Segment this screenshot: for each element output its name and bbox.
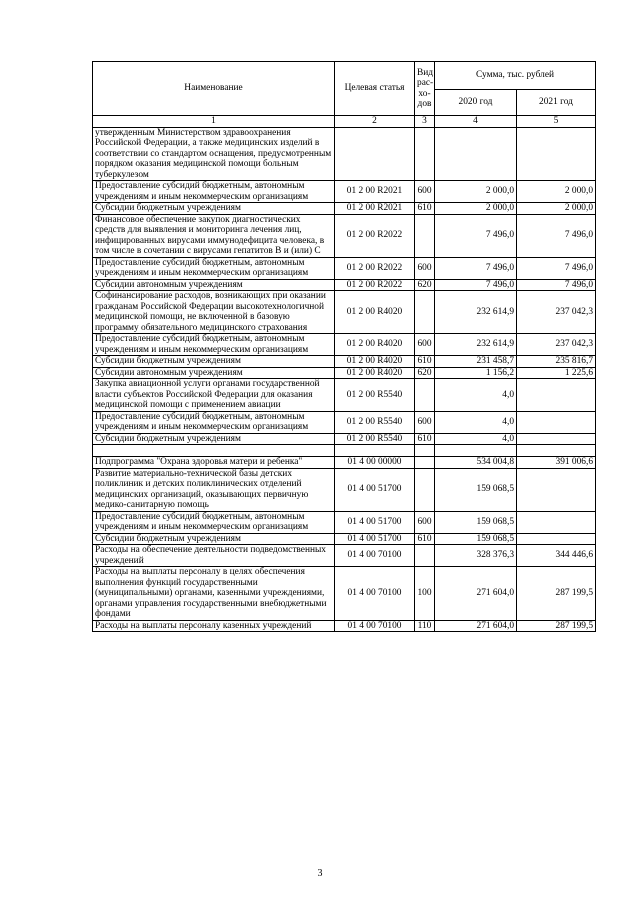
cell-2021 [517,533,596,545]
table-row [93,545,596,567]
cell-name: Предоставление субсидий бюджетным, автономным учреждениям и иным некоммерческим организациям [93,411,335,433]
page-number: 3 [317,868,323,879]
cell-2020: 4,0 [435,411,517,433]
table-row [93,257,596,279]
cell-2021: 7 496,0 [517,279,596,291]
cell-2021 [517,468,596,511]
cell-2020: 7 496,0 [435,257,517,279]
cell-kind [415,545,435,567]
cell-kind: 100 [415,567,435,621]
cell-target: 01 4 00 51700 [335,468,415,511]
cell-2020: 271 604,0 [435,620,517,632]
cell-target: 01 2 00 R5540 [335,411,415,433]
header-year-2020: 2020 год [435,90,517,116]
table-row [93,457,596,469]
cell-2021: 344 446,6 [517,545,596,567]
cell-2021: 237 042,3 [517,334,596,356]
cell-2021 [517,411,596,433]
cell-name: Расходы на обеспечение деятельности подведомственных учреждений [93,545,335,567]
cell-2020: 232 614,9 [435,291,517,334]
cell-target: 01 4 00 70100 [335,620,415,632]
cell-2020: 328 376,3 [435,545,517,567]
cell-name: Закупка авиационной услуги органами государственной власти субъектов Российской Федерации для оказания медицинской помощи с применением авиации [93,379,335,412]
cell-target: 01 4 00 70100 [335,545,415,567]
cell-kind: 620 [415,279,435,291]
cell-2020: 4,0 [435,433,517,445]
cell-target: 01 2 00 R2022 [335,279,415,291]
cell-kind: 600 [415,511,435,533]
column-index: 2 [335,116,415,128]
cell-2020: 534 004,8 [435,457,517,469]
cell-target: 01 2 00 R5540 [335,433,415,445]
cell-2021: 391 006,6 [517,457,596,469]
budget-table [92,61,596,632]
cell-2020: 159 068,5 [435,468,517,511]
cell-2021 [517,445,596,457]
cell-target [335,445,415,457]
cell-2021: 237 042,3 [517,291,596,334]
cell-name: Подпрограмма "Охрана здоровья матери и ребенка" [93,457,335,469]
cell-2021: 2 000,0 [517,181,596,203]
cell-kind [415,379,435,412]
table-row [93,533,596,545]
header-sum: Сумма, тыс. рублей [435,62,596,90]
header-name: Наименование [93,62,335,116]
cell-target: 01 2 00 R2022 [335,257,415,279]
cell-name: Субсидии бюджетным учреждениям [93,203,335,215]
cell-target: 01 4 00 00000 [335,457,415,469]
cell-2020: 231 458,7 [435,356,517,368]
table-row [93,433,596,445]
table-row [93,279,596,291]
cell-name: Предоставление субсидий бюджетным, автономным учреждениям и иным некоммерческим организациям [93,257,335,279]
cell-2020: 159 068,5 [435,533,517,545]
cell-name: Предоставление субсидий бюджетным, автономным учреждениям и иным некоммерческим организациям [93,334,335,356]
cell-kind: 600 [415,181,435,203]
cell-2020: 2 000,0 [435,203,517,215]
cell-name: Расходы на выплаты персоналу в целях обеспечения выполнения функций государственными (муниципальными) органами, казенными учреждениями, органами управления государственными внебюджетными фондами [93,567,335,621]
cell-name: Субсидии бюджетным учреждениям [93,433,335,445]
cell-kind [415,291,435,334]
table-row [93,567,596,621]
cell-2021: 7 496,0 [517,214,596,257]
column-index: 5 [517,116,596,128]
cell-kind: 610 [415,203,435,215]
cell-2021: 2 000,0 [517,203,596,215]
table-row [93,468,596,511]
cell-target: 01 4 00 51700 [335,511,415,533]
cell-name: Субсидии автономным учреждениям [93,367,335,379]
cell-target: 01 4 00 51700 [335,533,415,545]
table-row [93,334,596,356]
column-index: 1 [93,116,335,128]
cell-name: Предоставление субсидий бюджетным, автономным учреждениям и иным некоммерческим организациям [93,511,335,533]
cell-kind [415,214,435,257]
cell-name: Развитие материально-технической базы детских поликлиник и детских поликлинических отделений медицинских организаций, оказывающих первичную медико-санитарную помощь [93,468,335,511]
cell-name: Субсидии бюджетным учреждениям [93,356,335,368]
table-row [93,291,596,334]
cell-target: 01 2 00 R4020 [335,291,415,334]
table-row [93,214,596,257]
column-index: 3 [415,116,435,128]
cell-2021 [517,511,596,533]
cell-name: Предоставление субсидий бюджетным, автономным учреждениям и иным некоммерческим организациям [93,181,335,203]
header-year-2021: 2021 год [517,90,596,116]
cell-target: 01 2 00 R4020 [335,367,415,379]
cell-name: Софинансирование расходов, возникающих при оказании гражданам Российской Федерации высокотехнологичной медицинской помощи, не включенной в базовую программу обязательного медицинского страхования [93,291,335,334]
cell-kind: 600 [415,411,435,433]
cell-2020 [435,445,517,457]
cell-2020: 1 156,2 [435,367,517,379]
cell-name: Субсидии автономным учреждениям [93,279,335,291]
cell-target: 01 2 00 R4020 [335,334,415,356]
cell-target: 01 4 00 70100 [335,567,415,621]
cell-target: 01 2 00 R4020 [335,356,415,368]
table-row [93,445,596,457]
cell-target [335,127,415,181]
cell-target: 01 2 00 R2022 [335,214,415,257]
cell-kind [415,445,435,457]
cell-name: Расходы на выплаты персоналу казенных учреждений [93,620,335,632]
cell-target: 01 2 00 R2021 [335,203,415,215]
cell-kind: 600 [415,257,435,279]
cell-2021: 287 199,5 [517,567,596,621]
table-row [93,181,596,203]
cell-2021: 1 225,6 [517,367,596,379]
header-kind: Вид рас-хо-дов [415,62,435,116]
cell-2021 [517,379,596,412]
table-row [93,367,596,379]
cell-name [93,445,335,457]
cell-kind: 600 [415,334,435,356]
header-target: Целевая статья [335,62,415,116]
cell-name: утвержденным Министерством здравоохранения Российской Федерации, а также медицинских изделий в соответствии со стандартом оснащения, предусмотренным порядком оказания медицинской помощи больным туберкулезом [93,127,335,181]
cell-2021 [517,127,596,181]
table-row [93,620,596,632]
cell-2020: 271 604,0 [435,567,517,621]
cell-2020: 232 614,9 [435,334,517,356]
table-row [93,511,596,533]
cell-2020: 7 496,0 [435,279,517,291]
table-row [93,203,596,215]
cell-2020: 159 068,5 [435,511,517,533]
cell-2020 [435,127,517,181]
cell-kind [415,468,435,511]
cell-target: 01 2 00 R5540 [335,379,415,412]
cell-2021: 287 199,5 [517,620,596,632]
cell-kind [415,457,435,469]
table-body [93,127,596,632]
cell-kind: 620 [415,367,435,379]
cell-kind: 610 [415,356,435,368]
cell-kind: 610 [415,533,435,545]
cell-kind: 110 [415,620,435,632]
cell-kind [415,127,435,181]
cell-2020: 2 000,0 [435,181,517,203]
cell-2020: 4,0 [435,379,517,412]
cell-kind: 610 [415,433,435,445]
cell-2021: 7 496,0 [517,257,596,279]
cell-name: Субсидии бюджетным учреждениям [93,533,335,545]
table-row [93,379,596,412]
cell-target: 01 2 00 R2021 [335,181,415,203]
cell-2020: 7 496,0 [435,214,517,257]
table-row [93,411,596,433]
cell-2021 [517,433,596,445]
table-row [93,127,596,181]
table-row [93,356,596,368]
cell-2021: 235 816,7 [517,356,596,368]
column-index: 4 [435,116,517,128]
cell-name: Финансовое обеспечение закупок диагностических средств для выявления и мониторинга лечения лиц, инфицированных вирусами иммунодефицита человека, в том числе в сочетании с вирусами гепатитов B и (или) C [93,214,335,257]
